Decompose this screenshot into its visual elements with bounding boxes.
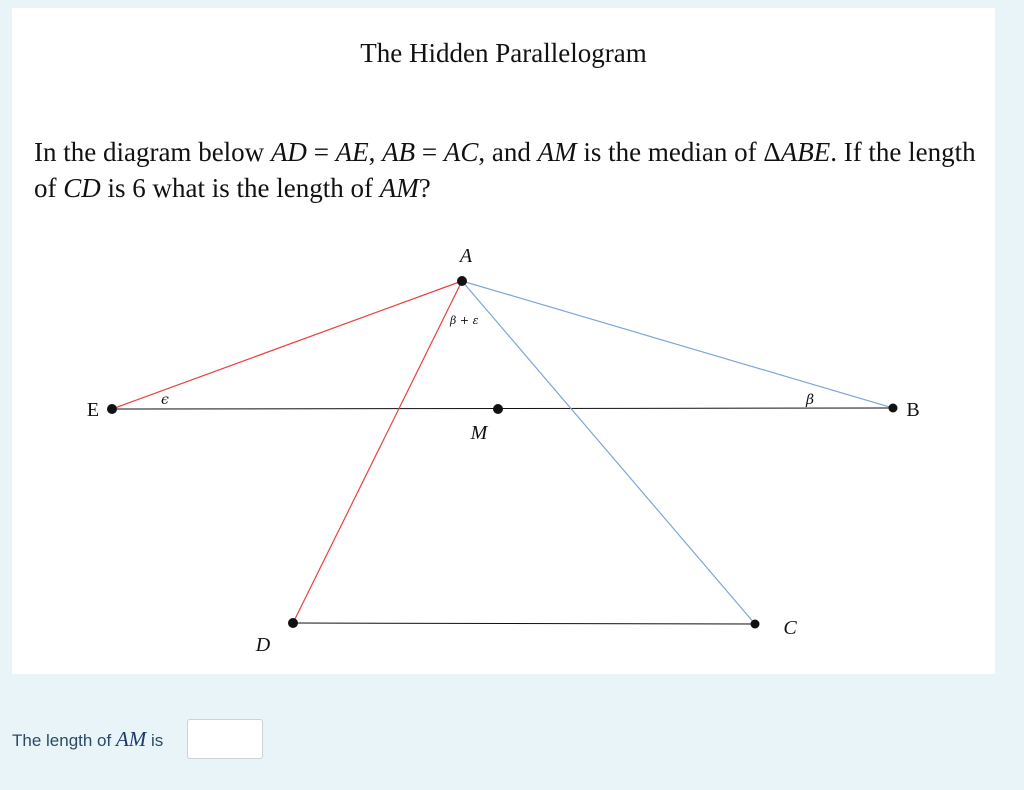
- math-ab: AB: [382, 137, 416, 167]
- answer-input[interactable]: [187, 719, 263, 759]
- segment-dc: [293, 623, 755, 624]
- text: , and: [478, 137, 538, 167]
- math-am: AM: [537, 137, 577, 167]
- label-a: A: [459, 245, 473, 267]
- text: ?: [418, 173, 431, 203]
- math-cd: CD: [63, 173, 101, 203]
- segment-ae: [112, 281, 462, 409]
- text: In the diagram below: [34, 137, 271, 167]
- point-c: [751, 620, 760, 629]
- math-am-2: AM: [379, 173, 419, 203]
- label-d: D: [255, 634, 271, 656]
- math-abe: ABE: [780, 137, 831, 167]
- math-ac: AC: [443, 137, 479, 167]
- label-c: C: [783, 617, 797, 639]
- segment-ab: [462, 281, 893, 408]
- text: =: [306, 137, 336, 167]
- math-ae: AE: [335, 137, 369, 167]
- math-ad: AD: [270, 137, 307, 167]
- text: =: [415, 137, 444, 167]
- angle-label-e: ϵ: [161, 392, 169, 408]
- problem-title: The Hidden Parallelogram: [360, 38, 647, 68]
- angle-label-b: β: [806, 392, 815, 408]
- segment-ad: [293, 281, 462, 623]
- answer-label: [12, 727, 163, 752]
- answer-prefix: The length of: [12, 731, 116, 750]
- answer-suffix: is: [151, 731, 164, 750]
- point-e: [107, 404, 117, 414]
- text: ,: [368, 137, 383, 167]
- text: . If the length of: [34, 137, 976, 203]
- label-m: M: [470, 422, 488, 444]
- label-b: B: [906, 399, 920, 421]
- point-d: [288, 618, 298, 628]
- text: is 6 what is the length of: [100, 173, 380, 203]
- answer-var: AM: [115, 727, 147, 751]
- label-e: E: [86, 399, 100, 421]
- point-m: [493, 404, 503, 414]
- text: is the median of Δ: [576, 137, 781, 167]
- angle-label-a: β + ε: [450, 314, 479, 327]
- point-a: [457, 276, 467, 286]
- segment-ac: [462, 281, 755, 624]
- point-b: [889, 404, 898, 413]
